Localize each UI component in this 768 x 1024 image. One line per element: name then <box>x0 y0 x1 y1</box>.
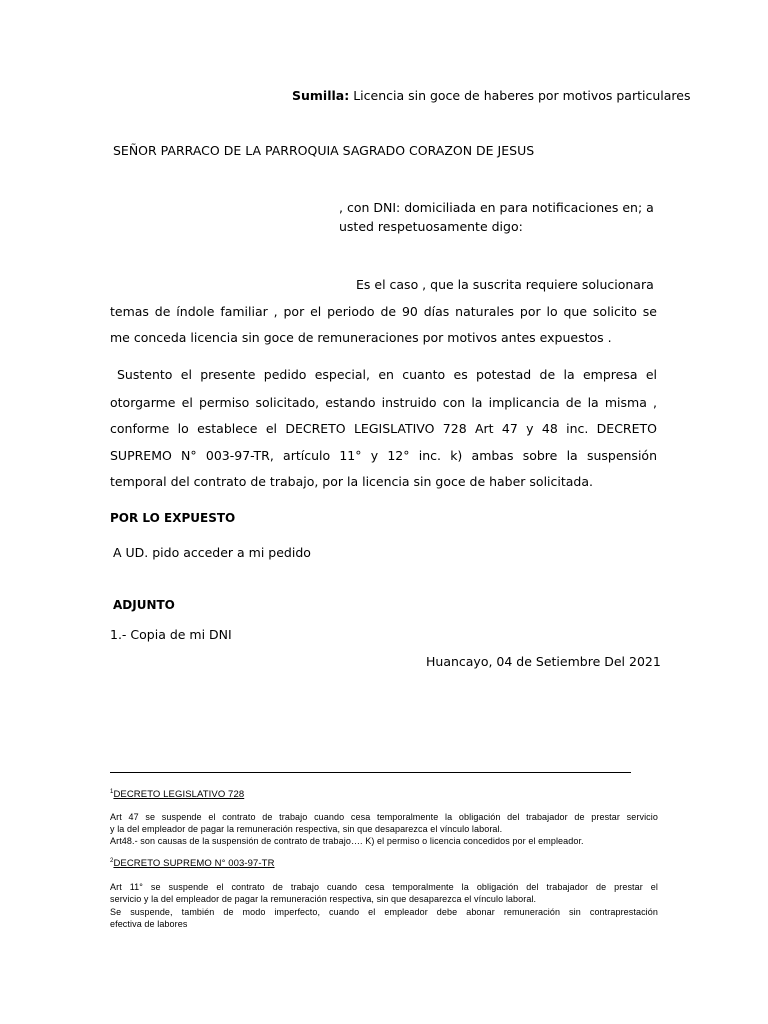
footnote-2-line-3: Se suspende, también de modo imperfecto, cuando el empleador debe abonar remuneración sin contraprestación <box>110 907 658 917</box>
paragraph1-line-1: Es el caso , que la suscrita requiere solucionara <box>356 277 654 292</box>
paragraph2-line-3: conforme lo establece el DECRETO LEGISLATIVO 728 Art 47 y 48 inc. DECRETO <box>110 421 657 436</box>
footnote-2-marker: 2 <box>110 858 114 864</box>
attachment-item: 1.- Copia de mi DNI <box>110 627 232 642</box>
addressee: SEÑOR PARRACO DE LA PARROQUIA SAGRADO CORAZON DE JESUS <box>113 143 535 158</box>
paragraph2-line-1: Sustento el presente pedido especial, en cuanto es potestad de la empresa el <box>117 367 657 382</box>
footnote-1-heading <box>110 789 244 800</box>
intro-line-2: usted respetuosamente digo: <box>339 219 523 234</box>
footnote-2-line-4: efectiva de labores <box>110 919 188 929</box>
footnote-2-line-2: servicio y la del empleador de pagar la remuneración respectiva, sin que desaparezca el vínculo laboral. <box>110 894 537 904</box>
sumilla-text: Licencia sin goce de haberes por motivos particulares <box>349 88 691 103</box>
intro-line-1: , con DNI: domiciliada en para notificaciones en; a <box>339 200 654 215</box>
paragraph1-line-2: temas de índole familiar , por el periodo de 90 días naturales por lo que solicito se <box>110 304 657 319</box>
sumilla-label: Sumilla: <box>292 88 350 103</box>
adjunto-heading: ADJUNTO <box>113 598 175 612</box>
footnote-separator <box>110 772 631 773</box>
por-lo-expuesto: POR LO EXPUESTO <box>110 511 236 525</box>
footnote-1-line-3: Art48.- son causas de la suspensión de contrato de trabajo…. K) el permiso o licencia concedidos por el empleador. <box>110 836 584 846</box>
footnote-2-title: DECRETO SUPREMO N° 003-97-TR <box>113 858 275 869</box>
paragraph2-line-4: SUPREMO N° 003-97-TR, artículo 11° y 12° inc. k) ambas sobre la suspensión <box>110 448 657 463</box>
sumilla-line <box>292 88 690 103</box>
footnote-1-line-1: Art 47 se suspende el contrato de trabajo cuando cesa temporalmente la obligación del trabajador de prestar servicio <box>110 812 658 822</box>
place-date: Huancayo, 04 de Setiembre Del 2021 <box>426 654 661 669</box>
footnote-2-line-1: Art 11° se suspende el contrato de trabajo cuando cesa temporalmente la obligación del trabajador de prestar el <box>110 882 658 892</box>
paragraph2-line-5: temporal del contrato de trabajo, por la licencia sin goce de haber solicitada. <box>110 474 594 489</box>
footnote-1-marker: 1 <box>110 789 114 795</box>
request-line: A UD. pido acceder a mi pedido <box>113 545 311 560</box>
paragraph1-line-3: me conceda licencia sin goce de remuneraciones por motivos antes expuestos . <box>110 330 612 345</box>
footnote-2-heading <box>110 858 275 869</box>
footnote-1-line-2: y la del empleador de pagar la remuneración respectiva, sin que desaparezca el vínculo laboral. <box>110 824 503 834</box>
footnote-1-title: DECRETO LEGISLATIVO 728 <box>113 789 245 800</box>
paragraph2-line-2: otorgarme el permiso solicitado, estando instruido con la implicancia de la misma , <box>110 395 657 410</box>
